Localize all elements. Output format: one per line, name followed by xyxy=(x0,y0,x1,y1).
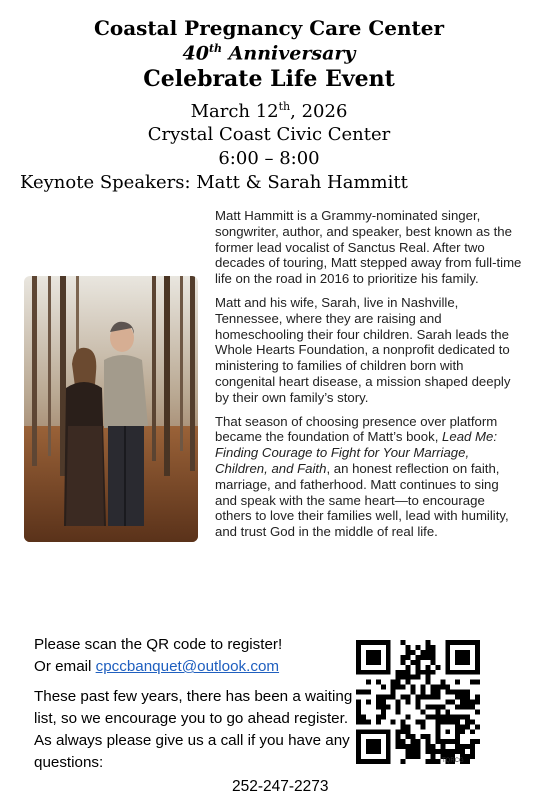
speaker-bio xyxy=(215,208,523,548)
scan-qr-instruction: Please scan the QR code to register! xyxy=(34,636,283,653)
qr-generator-label: TQRCG xyxy=(442,758,464,764)
bio-paragraph-1: Matt Hammitt is a Grammy-nominated singer, songwriter, author, and speaker, best known as the former lead vocalist of Sanctus Real. After two decades of touring, Matt stepped away from full-time life on the road in 2016 to prioritize his family. xyxy=(215,208,522,287)
anniversary-number: 40 xyxy=(182,42,209,65)
date-superscript: th xyxy=(278,100,291,113)
bio-paragraph-3-start: That season of choosing presence over platform became the foundation of Matt’s book, xyxy=(215,413,498,445)
email-link[interactable]: cpccbanquet@outlook.com xyxy=(95,658,280,675)
bio-paragraph-2: Matt and his wife, Sarah, live in Nashville, Tennessee, where they are raising and homeschooling their four children. Sarah leads the Whole Hearts Foundation, a nonprofit dedicated to ministering to families of children born with congenital heart disease, a mission shaped deeply by their own family’s story. xyxy=(215,294,511,405)
event-date xyxy=(0,100,538,122)
bio-paragraph-3-end: , an honest reflection on faith, marriage, and fatherhood. Matt continues to sing and speak with the same heart—to encourage others to love their families well, lead with humility, and trust God in the middle of real life. xyxy=(215,460,509,540)
photo-illustration xyxy=(24,276,198,542)
organization-name: Coastal Pregnancy Care Center xyxy=(93,16,445,40)
bio-paragraph-3 xyxy=(215,414,523,540)
email-line xyxy=(34,656,354,678)
qr-code[interactable] xyxy=(356,640,480,764)
event-time: 6:00 – 8:00 xyxy=(218,148,320,169)
waitlist-notice: These past few years, there has been a waiting list, so we encourage you to go ahead register. As always please give us a call if you have any questions: xyxy=(34,688,353,771)
anniversary-title xyxy=(0,42,538,64)
date-suffix: , 2026 xyxy=(290,101,348,122)
keynote-speakers: Keynote Speakers: Matt & Sarah Hammitt xyxy=(20,172,408,193)
email-prefix: Or email xyxy=(34,658,96,675)
registration-info xyxy=(34,634,354,774)
event-title: Celebrate Life Event xyxy=(143,66,395,92)
book-title: Lead Me: Finding Courage to Fight for Your Marriage, Children, and Faith xyxy=(215,429,498,476)
phone-number: 252-247-2273 xyxy=(232,778,329,795)
event-venue: Crystal Coast Civic Center xyxy=(147,124,391,145)
date-prefix: March 12 xyxy=(190,101,279,122)
anniversary-label: Anniversary xyxy=(222,42,356,65)
speaker-photo xyxy=(24,276,198,542)
anniversary-superscript: th xyxy=(208,42,223,55)
